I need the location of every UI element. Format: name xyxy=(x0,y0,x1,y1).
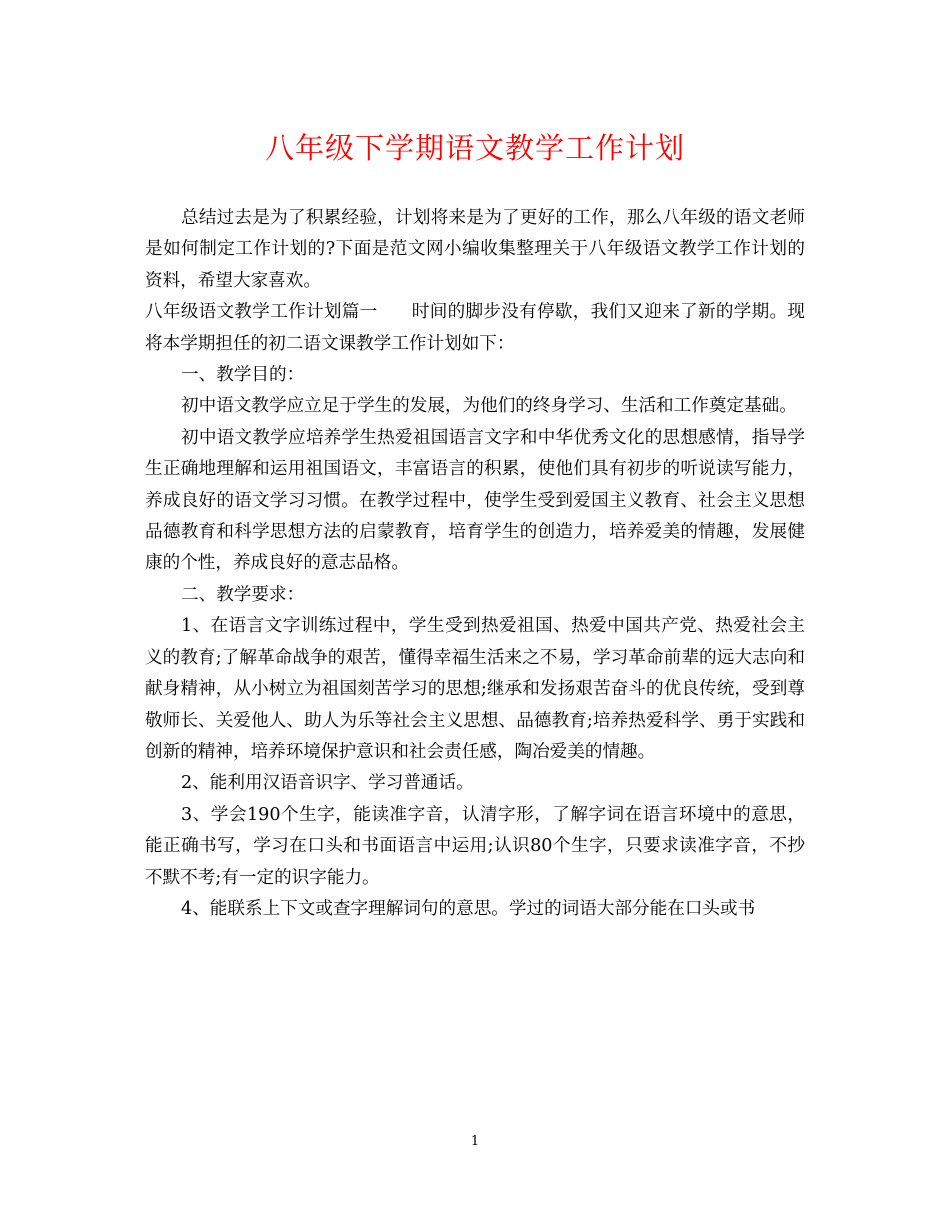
document-title: 八年级下学期语文教学工作计划 xyxy=(264,131,685,165)
requirement-item-4: 4、能联系上下文或查字理解词句的意思。学过的词语大部分能在口头或书 xyxy=(181,898,756,919)
requirement-item-3: 3、学会190个生字，能读准字音，认清字形，了解字词在语言环境中的意思，能正确书写，学习在口头和书面语言中运用;认识80个生字，只要求读准字音，不抄不默不考;有一定的识字能力。 xyxy=(145,804,805,888)
section-heading-requirements: 二、教学要求： xyxy=(181,584,305,605)
plan-opening-paragraph xyxy=(145,297,805,360)
requirement-item-1: 1、在语言文字训练过程中，学生受到热爱祖国、热爱中国共产党、热爱社会主义的教育;了解革命战争的艰苦，懂得幸福生活来之不易，学习革命前辈的远大志向和献身精神，从小树立为祖国刻苦学习的思想;继承和发扬艰苦奋斗的优良传统，受到尊敬师长、关爱他人、助人为乐等社会主义思想、品德教育;培养热爱科学、勇于实践和创新的精神，培养环境保护意识和社会责任感，陶冶爱美的情趣。 xyxy=(145,616,805,762)
objectives-paragraph-1: 初中语文教学应立足于学生的发展，为他们的终身学习、生活和工作奠定基础。 xyxy=(181,396,797,417)
requirement-item-2: 2、能利用汉语音识字、学习普通话。 xyxy=(181,773,474,794)
section-heading-objectives: 一、教学目的： xyxy=(181,365,305,386)
document-body xyxy=(145,203,805,925)
objectives-paragraph-2: 初中语文教学应培养学生热爱祖国语言文字和中华优秀文化的思想感情，指导学生正确地理解和运用祖国语文，丰富语言的积累，使他们具有初步的听说读写能力，养成良好的语文学习习惯。在教学过程中，使学生受到爱国主义教育、社会主义思想品德教育和科学思想方法的启蒙教育，培育学生的创造力，培养爱美的情趣，发展健康的个性，养成良好的意志品格。 xyxy=(145,427,805,574)
page-number: 1 xyxy=(470,1134,480,1149)
plan-heading: 八年级语文教学工作计划篇一 xyxy=(145,302,378,323)
intro-paragraph: 总结过去是为了积累经验，计划将来是为了更好的工作，那么八年级的语文老师是如何制定工作计划的?下面是范文网小编收集整理关于八年级语文教学工作计划的资料，希望大家喜欢。 xyxy=(145,208,805,291)
plan-opening-text: 时间的脚步没有停歇，我们又迎来了新的学期。现将本学期担任的初二语文课教学工作计划如下： xyxy=(145,302,805,354)
